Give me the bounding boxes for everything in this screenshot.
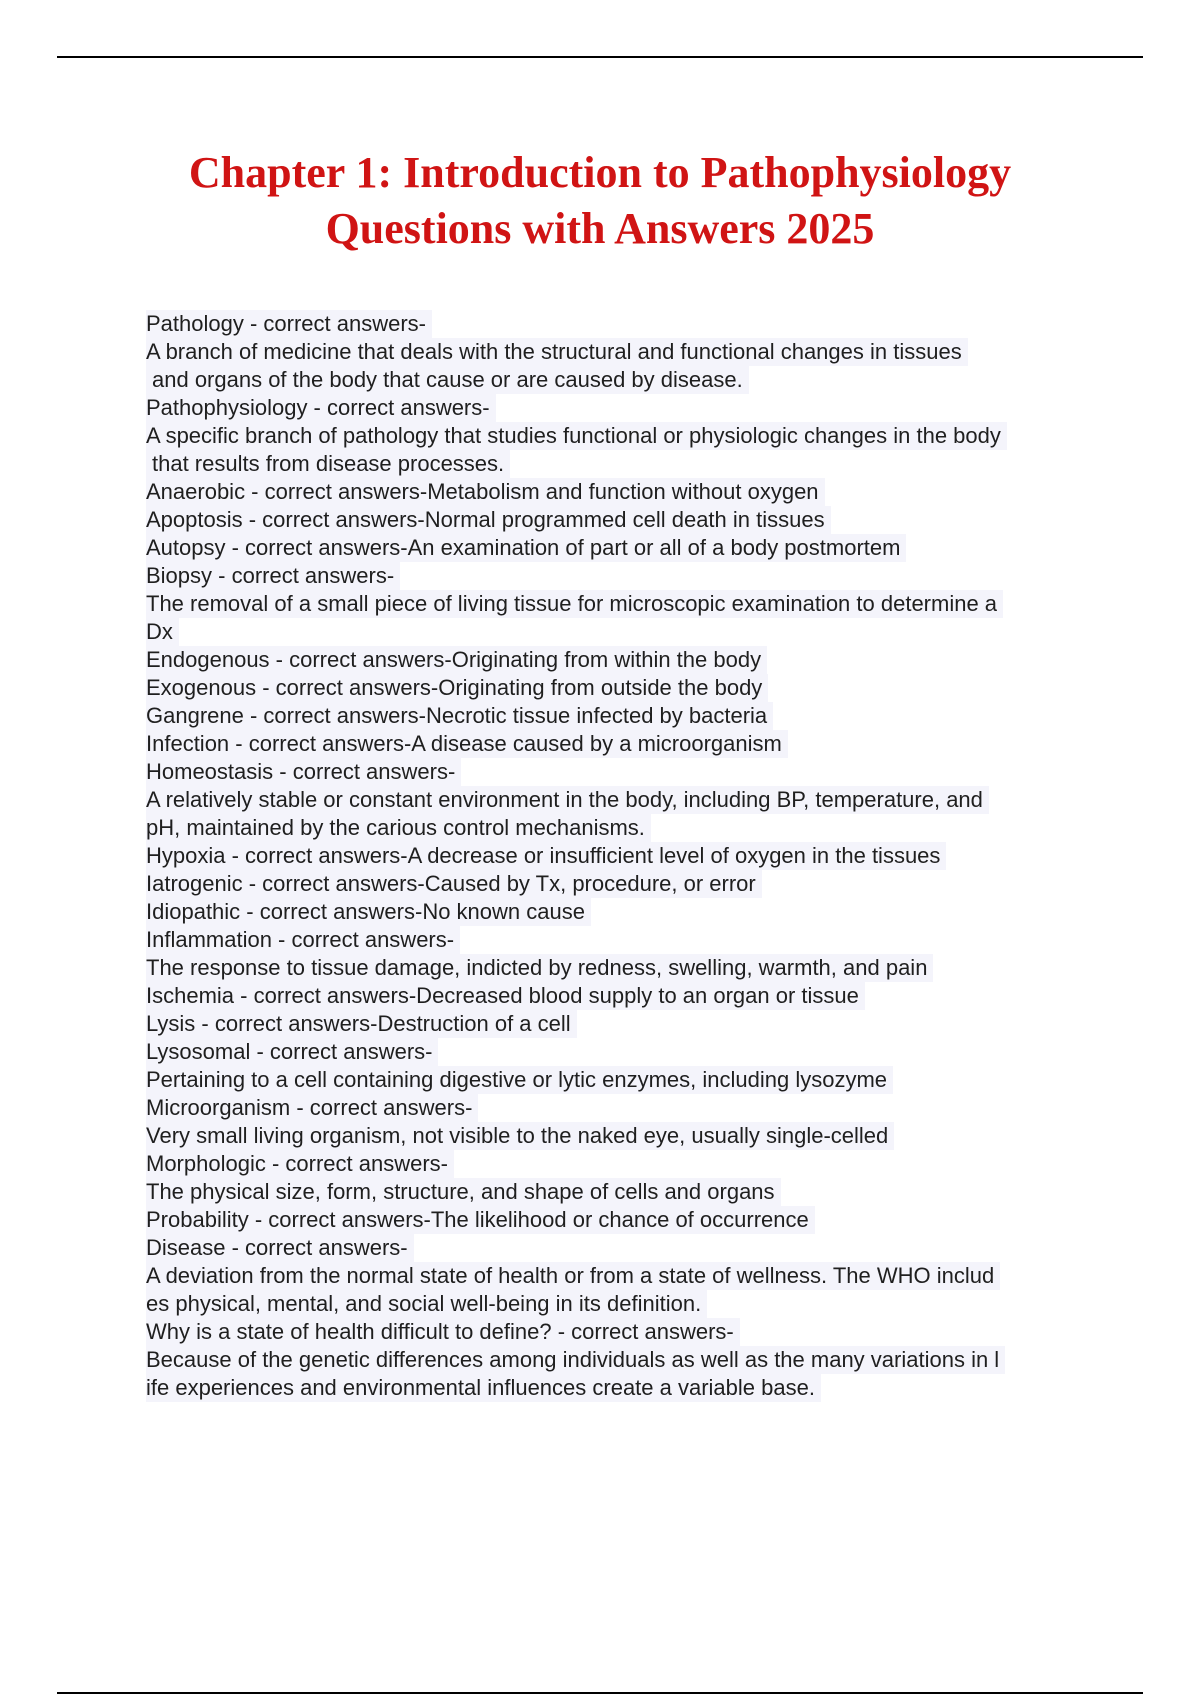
text-line: Microorganism - correct answers- [146,1094,478,1122]
text-line: Infection - correct answers-A disease caused by a microorganism [146,730,788,758]
text-line: Because of the genetic differences among individuals as well as the many variations in l [146,1346,1005,1374]
text-line: Lysosomal - correct answers- [146,1038,438,1066]
text-line: Pertaining to a cell containing digestive or lytic enzymes, including lysozyme [146,1066,893,1094]
text-line: Gangrene - correct answers-Necrotic tissue infected by bacteria [146,702,773,730]
text-line: Hypoxia - correct answers-A decrease or insufficient level of oxygen in the tissues [146,842,946,870]
text-line: A branch of medicine that deals with the structural and functional changes in tissues [146,338,968,366]
text-line: Pathology - correct answers- [146,310,432,338]
text-line: Autopsy - correct answers-An examination of part or all of a body postmortem [146,534,906,562]
page-title [0,145,1200,257]
text-line: Anaerobic - correct answers-Metabolism and function without oxygen [146,478,825,506]
text-line: Inflammation - correct answers- [146,926,460,954]
text-line: Idiopathic - correct answers-No known cause [146,898,591,926]
text-line: Exogenous - correct answers-Originating from outside the body [146,674,768,702]
text-line: The removal of a small piece of living tissue for microscopic examination to determine a [146,590,1003,618]
text-line: Apoptosis - correct answers-Normal programmed cell death in tissues [146,506,831,534]
title-line-1: Chapter 1: Introduction to Pathophysiology [188,148,1012,197]
text-line: A deviation from the normal state of health or from a state of wellness. The WHO includ [146,1262,1000,1290]
text-line: Ischemia - correct answers-Decreased blood supply to an organ or tissue [146,982,865,1010]
text-line: Morphologic - correct answers- [146,1150,454,1178]
bottom-rule [57,1692,1143,1694]
text-line: Lysis - correct answers-Destruction of a cell [146,1010,577,1038]
text-line: Pathophysiology - correct answers- [146,394,496,422]
text-line: and organs of the body that cause or are caused by disease. [146,366,749,394]
text-line: Dx [146,618,179,646]
text-line: es physical, mental, and social well-being in its definition. [146,1290,707,1318]
text-line: The response to tissue damage, indicted by redness, swelling, warmth, and pain [146,954,933,982]
text-line: Iatrogenic - correct answers-Caused by Tx, procedure, or error [146,870,762,898]
text-line: Why is a state of health difficult to define? - correct answers- [146,1318,740,1346]
text-line: that results from disease processes. [146,450,510,478]
text-line: Biopsy - correct answers- [146,562,400,590]
title-line-2: Questions with Answers 2025 [325,204,875,253]
text-line: Very small living organism, not visible to the naked eye, usually single-celled [146,1122,894,1150]
text-line: Endogenous - correct answers-Originating from within the body [146,646,767,674]
top-rule [57,56,1143,58]
text-line: Probability - correct answers-The likelihood or chance of occurrence [146,1206,815,1234]
text-line: A specific branch of pathology that studies functional or physiologic changes in the body [146,422,1007,450]
text-line: The physical size, form, structure, and shape of cells and organs [146,1178,781,1206]
text-line: pH, maintained by the carious control mechanisms. [146,814,651,842]
flashcard-list [146,310,1096,1402]
text-line: ife experiences and environmental influences create a variable base. [146,1374,821,1402]
text-line: Disease - correct answers- [146,1234,414,1262]
text-line: A relatively stable or constant environment in the body, including BP, temperature, and [146,786,989,814]
text-line: Homeostasis - correct answers- [146,758,461,786]
